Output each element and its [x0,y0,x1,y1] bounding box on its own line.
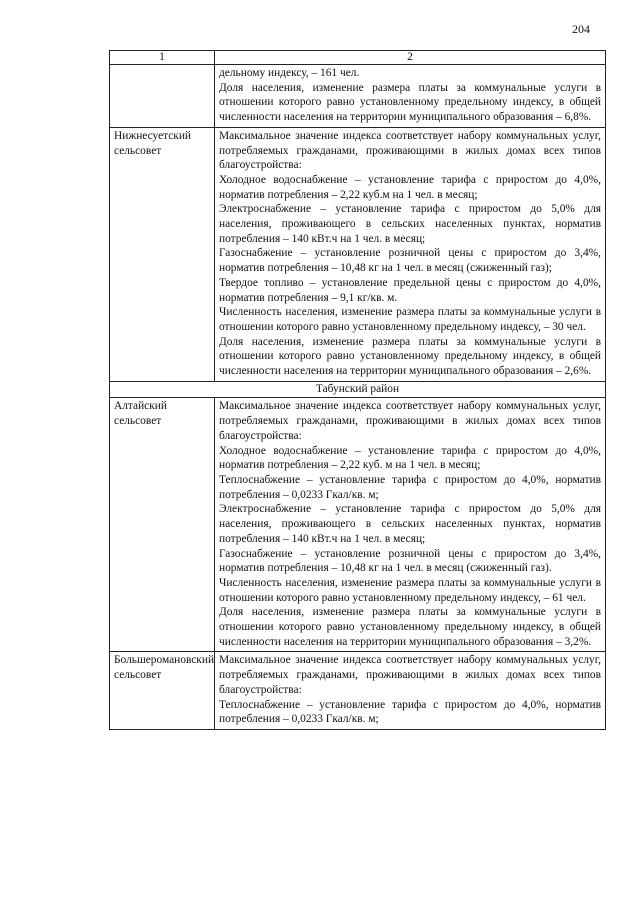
description-paragraph: Электроснабжение – установление тарифа с приростом до 5,0% для населения, проживающего в сельских населенных пунктах, норматив потребления – 140 кВт.ч на 1 чел. в месяц; [219,203,601,245]
description-paragraph: Максимальное значение индекса соответствует набору коммунальных услуг, потребляемых гражданами, проживающими в жилых домах всех типов благоустройства: [219,400,601,442]
table-body-a [110,65,606,382]
description-paragraph: Максимальное значение индекса соответствует набору коммунальных услуг, потребляемых гражданами, проживающими в жилых домах всех типов благоустройства: [219,654,601,696]
column-header-1: 1 [110,51,215,65]
municipality-name: Алтайский сельсовет [110,398,215,652]
municipality-description [215,127,606,381]
description-paragraph: дельному индексу, – 161 чел. [219,67,360,79]
page-number: 204 [572,22,590,36]
description-paragraph: Теплоснабжение – установление тарифа с приростом до 4,0%, норматив потребления – 0,0233 Гкал/кв. м; [219,698,601,726]
description-paragraph: Доля населения, изменение размера платы за коммунальные услуги в отношении которого равно установленному предельному индексу, в общей численности населения на территории муниципального образования – 6,8%. [219,81,601,124]
document-table [109,50,606,730]
description-paragraph: Газоснабжение – установление розничной цены с приростом до 3,4%, норматив потребления – 10,48 кг на 1 чел. в месяц (сжиженный газ); [219,247,601,275]
description-paragraph: Газоснабжение – установление розничной цены с приростом до 3,4%, норматив потребления – 10,48 кг на 1 чел. в месяц (сжиженный газ). [219,547,601,575]
table-body-b [110,398,606,729]
district-name: Табунский район [110,381,606,398]
table-row [110,398,606,652]
table-row [110,127,606,381]
table-row [110,652,606,730]
table-header-row [110,51,606,65]
municipality-name [110,65,215,128]
description-paragraph: Доля населения, изменение размера платы за коммунальные услуги в отношении которого равно установленному предельному индексу, в общей численности населения на территории муниципального образования – 2,6%. [219,335,601,378]
column-header-2: 2 [215,51,606,65]
description-paragraph: Твердое топливо – установление предельной цены с приростом до 4,0%, норматив потребления – 9,1 кг/кв. м. [219,276,601,304]
description-paragraph: Холодное водоснабжение – установление тарифа с приростом до 4,0%, норматив потребления – 2,22 куб.м на 1 чел. в месяц; [219,173,601,201]
description-paragraph: Максимальное значение индекса соответствует набору коммунальных услуг, потребляемых гражданами, проживающими в жилых домах всех типов благоустройства: [219,129,601,172]
municipality-description [215,65,606,128]
description-paragraph: Численность населения, изменение размера платы за коммунальные услуги в отношении которого равно установленному предельному индексу, – 61 чел. [219,576,601,604]
description-paragraph: Численность населения, изменение размера платы за коммунальные услуги в отношении которого равно установленному предельному индексу, – 30 чел. [219,306,601,333]
municipality-name: Большеромановский сельсовет [110,652,215,730]
description-paragraph: Холодное водоснабжение – установление тарифа с приростом до 4,0%, норматив потребления – 2,22 куб. м на 1 чел. в месяц; [219,444,601,472]
district-row [110,381,606,398]
description-paragraph: Теплоснабжение – установление тарифа с приростом до 4,0%, норматив потребления – 0,0233 Гкал/кв. м; [219,473,601,501]
description-paragraph: Электроснабжение – установление тарифа с приростом до 5,0% для населения, проживающего в сельских населенных пунктах, норматив потребления – 140 кВт.ч на 1 чел. в месяц; [219,503,601,545]
description-paragraph: Доля населения, изменение размера платы за коммунальные услуги в отношении которого равно установленному предельному индексу, в общей численности населения на территории муниципального образования – 3,2%. [219,606,601,648]
table-row [110,65,606,128]
municipality-description [215,398,606,652]
municipality-description [215,652,606,730]
municipality-name: Нижнесуетский сельсовет [110,127,215,381]
